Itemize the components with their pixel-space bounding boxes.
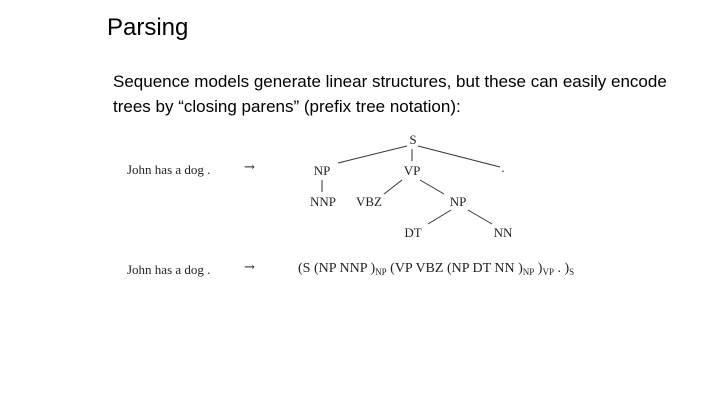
slide-body-text: Sequence models generate linear structures, but these can easily encode trees by “closing parens” (prefix tree notation): (113, 72, 667, 116)
tree-node-np: NP (313, 163, 331, 178)
tree-node-np-2: NP (449, 194, 467, 209)
linearized-part-4: . ) (553, 261, 570, 276)
tree-node-vp: VP (403, 163, 421, 178)
arrow-1: → (244, 160, 255, 175)
slide-title: Parsing (107, 14, 189, 41)
sentence-2: John has a dog . (127, 262, 211, 277)
linearized-sub-vp: VP (542, 267, 554, 277)
edge-vp-vbz (384, 180, 402, 194)
linearized-part-2: (VP VBZ (NP DT NN ) (386, 261, 523, 276)
tree-node-nnp: NNP (309, 194, 337, 209)
tree-node-period: . (501, 160, 505, 175)
edge-s-np (338, 146, 407, 163)
linearized-sub-np-1: NP (375, 267, 387, 277)
tree-node-dt: DT (404, 225, 422, 240)
tree-node-nn: NN (493, 225, 513, 240)
linearized-tree (298, 261, 574, 277)
linearized-part-3: ) (534, 261, 543, 276)
tree-node-s: S (409, 132, 417, 147)
linearized-part-1: (S (NP NNP ) (298, 261, 376, 276)
linearized-sub-s: S (569, 267, 575, 277)
edge-vp-np (420, 180, 444, 194)
edge-np-dt (428, 210, 451, 224)
linearized-sub-np-2: NP (522, 267, 535, 277)
sentence-1: John has a dog . (127, 162, 211, 177)
tree-node-vbz: VBZ (356, 194, 382, 209)
edge-s-period (418, 146, 500, 167)
arrow-2: → (244, 260, 255, 275)
edge-np-nn (468, 210, 492, 224)
